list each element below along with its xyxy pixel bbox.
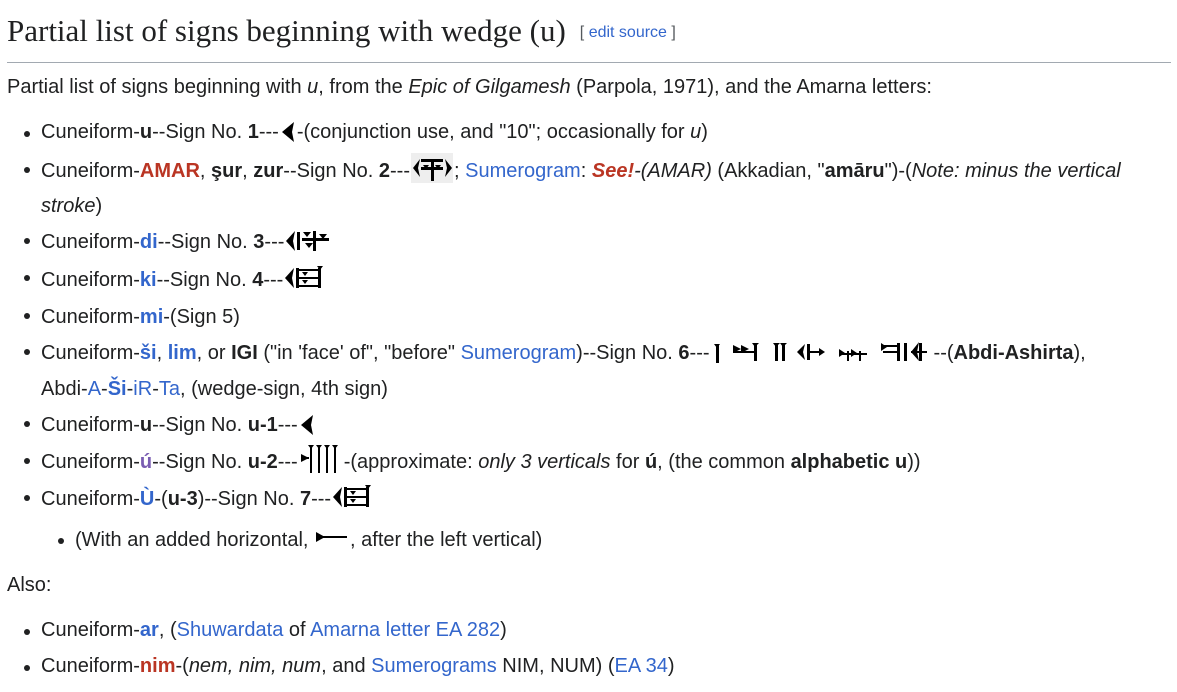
cuneiform-di-icon (285, 228, 331, 254)
cuneiform-horizontal-icon (315, 528, 349, 552)
list-item: Cuneiform-Ù-(u-3)--Sign No. 7--- (41, 481, 1121, 518)
sub-list (75, 525, 542, 555)
list-item: Cuneiform-AMAR, şur, zur--Sign No. 2--- ; Sumerogram: See!-(AMAR) (Akkadian, "amāru")-(Note: minus the vertical stroke) (41, 153, 1121, 224)
ea282-link[interactable]: Amarna letter EA 282 (310, 619, 501, 641)
mi-link[interactable]: mi (139, 306, 164, 328)
edit-source-link[interactable]: edit source (588, 24, 667, 41)
list-item: Cuneiform-ki--Sign No. 4--- (41, 261, 1121, 299)
section-heading (7, 10, 1171, 63)
ar-link[interactable]: ar (139, 619, 159, 641)
ir-link[interactable]: iR (133, 378, 153, 400)
list-item: Cuneiform-nim-(nem, nim, num, and Sumerograms NIM, NUM) (EA 34) (41, 651, 675, 681)
si-link[interactable]: ši (139, 342, 157, 364)
shuwardata-link[interactable]: Shuwardata (176, 619, 284, 641)
ta-link[interactable]: Ta (158, 378, 180, 400)
list-item: Cuneiform-u--Sign No. u-1--- (41, 407, 1121, 444)
u3-link[interactable]: Ù (139, 488, 155, 510)
sumerogram-link[interactable]: Sumerogram (460, 342, 577, 364)
a-link[interactable]: A (87, 378, 102, 400)
nim-link[interactable]: nim (139, 655, 176, 677)
ea34-link[interactable]: EA 34 (614, 655, 668, 677)
cuneiform-abdi-ashirta-icon (711, 339, 933, 365)
see-link[interactable]: See! (591, 160, 635, 182)
cuneiform-u2-icon (299, 444, 343, 474)
cuneiform-u1-icon (299, 413, 315, 437)
cuneiform-u-icon (280, 120, 296, 144)
list-item: (With an added horizontal, , after the left vertical) (75, 525, 542, 555)
list-item: Cuneiform-u--Sign No. 1--- -(conjunction use, and "10"; occasionally for u) (41, 117, 1121, 147)
intro-paragraph: Partial list of signs beginning with u, from the Epic of Gilgamesh (Parpola, 1971), and the Amarna letters: (7, 76, 932, 98)
also-list (41, 615, 675, 681)
cuneiform-ki-icon (284, 264, 324, 292)
cuneiform-amar-icon (411, 153, 453, 183)
edit-section: [ edit source ] (579, 24, 676, 41)
list-item: Cuneiform-ši, lim, or IGI ("in 'face' of", "before" Sumerogram)--Sign No. 6--- --(Abdi-Ashirta), Abdi-A-Ši-iR-Ta, (wedge-sign, 4th sign) (41, 335, 1121, 407)
ki-link[interactable]: ki (139, 269, 157, 291)
di-link[interactable]: di (139, 231, 158, 253)
list-item: Cuneiform-mi-(Sign 5) (41, 299, 1121, 335)
sumerograms-link[interactable]: Sumerograms (371, 655, 497, 677)
sign-list (41, 117, 1121, 518)
sumerogram-link[interactable]: Sumerogram (465, 160, 581, 182)
cuneiform-u3-icon (332, 483, 372, 511)
also-label: Also: (7, 574, 52, 596)
list-item: Cuneiform-di--Sign No. 3--- (41, 224, 1121, 261)
si-sign-link[interactable]: Ši (107, 378, 127, 400)
list-item: Cuneiform-ú--Sign No. u-2--- -(approximate: only 3 verticals for ú, (the common alphabetic u)) (41, 444, 1121, 481)
list-item: Cuneiform-ar, (Shuwardata of Amarna letter EA 282) (41, 615, 675, 645)
lim-link[interactable]: lim (167, 342, 197, 364)
section-title: Partial list of signs beginning with wedge (u) (7, 13, 566, 48)
